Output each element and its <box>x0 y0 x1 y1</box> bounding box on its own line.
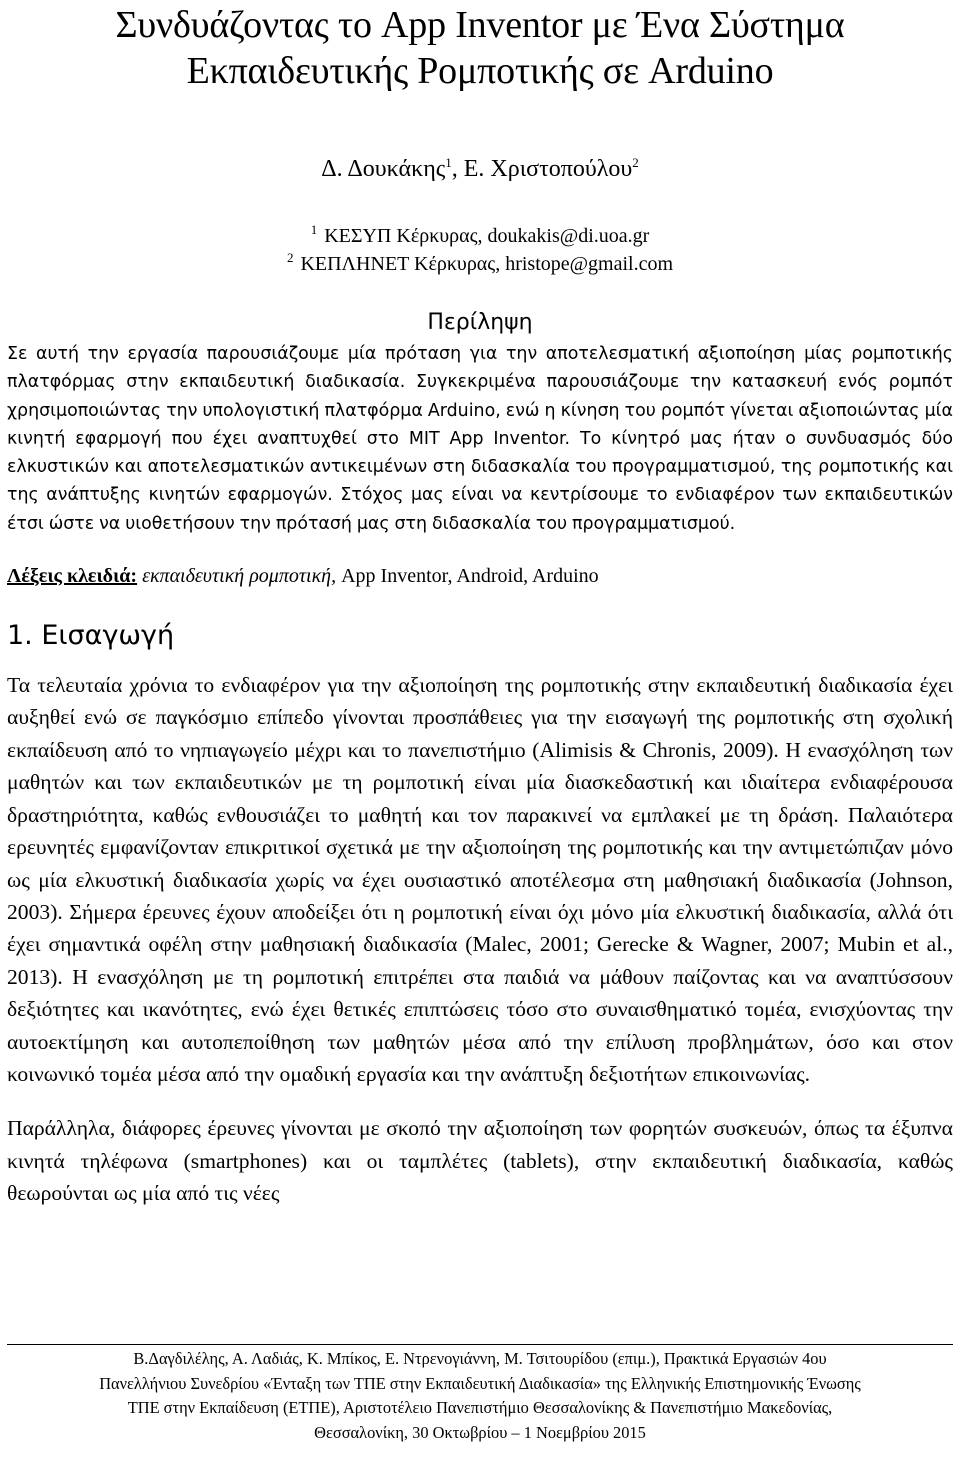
title-line-1: Συνδυάζοντας το App Inventor με Ένα Σύστημα <box>115 4 845 46</box>
affiliation-list <box>7 222 953 278</box>
keywords-italic: εκπαιδευτική ρομποτική, <box>142 565 337 588</box>
affiliation-mark: 2 <box>286 250 294 266</box>
keywords-rest: App Inventor, Android, Arduino <box>341 565 599 588</box>
abstract-text: Σε αυτή την εργασία παρουσιάζουμε μία πρόταση για την αποτελεσματική αξιοποίηση μίας ρομποτικής πλατφόρμας στην εκπαιδευτική διαδικασία. Συγκεκριμένα παρουσιάζουμε την κατασκευή ενός ρομπότ χρησιμοποιώντας την υπολογιστική πλατφόρμα Arduino, ενώ η κίνηση του ρομπότ γίνεται αξιοποιώντας μία κινητή εφαρμογή που έχει αναπτυχθεί στο MIT App Inventor. Το κίνητρό μας ήταν ο συνδυασμός δύο ελκυστικών και αποτελεσματικών αντικειμένων στη διδασκαλία του προγραμματισμού, της ρομποτικής και της ανάπτυξης κινητών εφαρμογών. Στόχος μας είναι να κεντρίσουμε το ενδιαφέρον των εκπαιδευτικών έτσι ώστε να υιοθετήσουν την πρότασή μας στη διδασκαλία του προγραμματισμού. <box>7 344 953 534</box>
title-line-2: Εκπαιδευτικής Ρομποτικής σε Arduino <box>186 50 774 92</box>
body-paragraph: Παράλληλα, διάφορες έρευνες γίνονται με σκοπό την αξιοποίηση των φορητών συσκευών, όπως τα έξυπνα κινητά τηλέφωνα (smartphones) και οι ταμπλέτες (tablets), στην εκπαιδευτική διαδικασία, καθώς θεωρούνται ως μία από τις νέες <box>7 1116 953 1206</box>
affiliation <box>7 250 953 278</box>
footer-line: Θεσσαλονίκη, 30 Οκτωβρίου – 1 Νοεμβρίου 2015 <box>314 1422 646 1442</box>
paper-page <box>7 0 953 1210</box>
author-affiliation-mark: 2 <box>632 155 639 170</box>
author-separator: , <box>451 156 464 182</box>
affiliation-text: ΚΕΣΥΠ Κέρκυρας, doukakis@di.uoa.gr <box>324 225 650 247</box>
affiliation-mark: 1 <box>310 222 318 238</box>
author-affiliation-mark: 1 <box>445 155 452 170</box>
footer-line: ΤΠΕ στην Εκπαίδευση (ΕΤΠΕ), Αριστοτέλειο Πανεπιστήμιο Θεσσαλονίκης & Πανεπιστήμιο Μακεδονίας, <box>127 1398 833 1417</box>
author-name: Ε. Χριστοπούλου <box>463 156 633 182</box>
footer-line: Πανελλήνιου Συνεδρίου «Ένταξη των ΤΠΕ στην Εκπαιδευτική Διαδικασία» της Ελληνικής Επιστημονικής Ένωσης <box>99 1373 861 1393</box>
author-list <box>7 154 953 184</box>
body-paragraph: Τα τελευταία χρόνια το ενδιαφέρον για την αξιοποίηση της ρομποτικής στην εκπαιδευτική διαδικασία έχει αυξηθεί ενώ σε παγκόσμιο επίπεδο γίνονται προσπάθειες για την εισαγωγή της ρομποτικής στη σχολική εκπαίδευση από το νηπιαγωγείο μέχρι και το πανεπιστήμιο (Alimisis & Chronis, 2009). Η ενασχόληση των μαθητών και των εκπαιδευτικών με τη ρομποτική είναι μία διασκεδαστική και ιδιαίτερα ενδιαφέρουσα δραστηριότητα, καθώς ενθουσιάζει το μαθητή και τον παρακινεί να εμπλακεί με τη δράση. Παλαιότερα ερευνητές εμφανίζονταν επικριτικοί σχετικά με την αξιοποίηση της ρομποτικής και την αντιμετώπιζαν μόνο ως μία ελκυστική διαδικασία χωρίς να έχει ουσιαστικό αποτέλεσμα στη μαθησιακή διαδικασία (Johnson, 2003). Σήμερα έρευνες έχουν αποδείξει ότι η ρομποτική είναι όχι μόνο μία ελκυστική διαδικασία, αλλά ότι έχει σημαντικά οφέλη στην μαθησιακή διαδικασία (Malec, 2001; Gerecke & Wagner, 2007; Mubin et al., 2013). Η ενασχόληση με τη ρομποτική επιτρέπει στα παιδιά να μάθουν παίζοντας και να αναπτύσσουν δεξιότητες και ικανότητες, ενώ έχει θετικές επιπτώσεις τόσο στο συναισθηματικό τομέα, ενισχύοντας την αυτοεκτίμηση και αυτοπεποίθηση των μαθητών μέσα από την επίλυση προβλημάτων, όσο και στον κοινωνικό τομέα μέσα από την ομαδική εργασία και την ανάπτυξη δεξιοτήτων επικοινωνίας. <box>7 673 953 1086</box>
author-name: Δ. Δουκάκης <box>321 156 446 182</box>
paper-title <box>7 2 953 94</box>
keywords-label: Λέξεις κλειδιά: <box>7 565 138 588</box>
footer-line: Β.Δαγδιλέλης, Α. Λαδιάς, Κ. Μπίκος, Ε. Ντρενογιάννη, Μ. Τσιτουρίδου (επιμ.), Πρακτικά Εργασιών 4ου <box>133 1349 827 1368</box>
page-footer <box>7 1344 953 1445</box>
abstract-heading: Περίληψη <box>427 310 533 335</box>
affiliation-text: ΚΕΠΛΗΝΕΤ Κέρκυρας, hristope@gmail.com <box>300 253 674 275</box>
affiliation <box>7 222 953 250</box>
section-heading: 1. Εισαγωγή <box>7 620 175 652</box>
keywords <box>7 562 953 590</box>
